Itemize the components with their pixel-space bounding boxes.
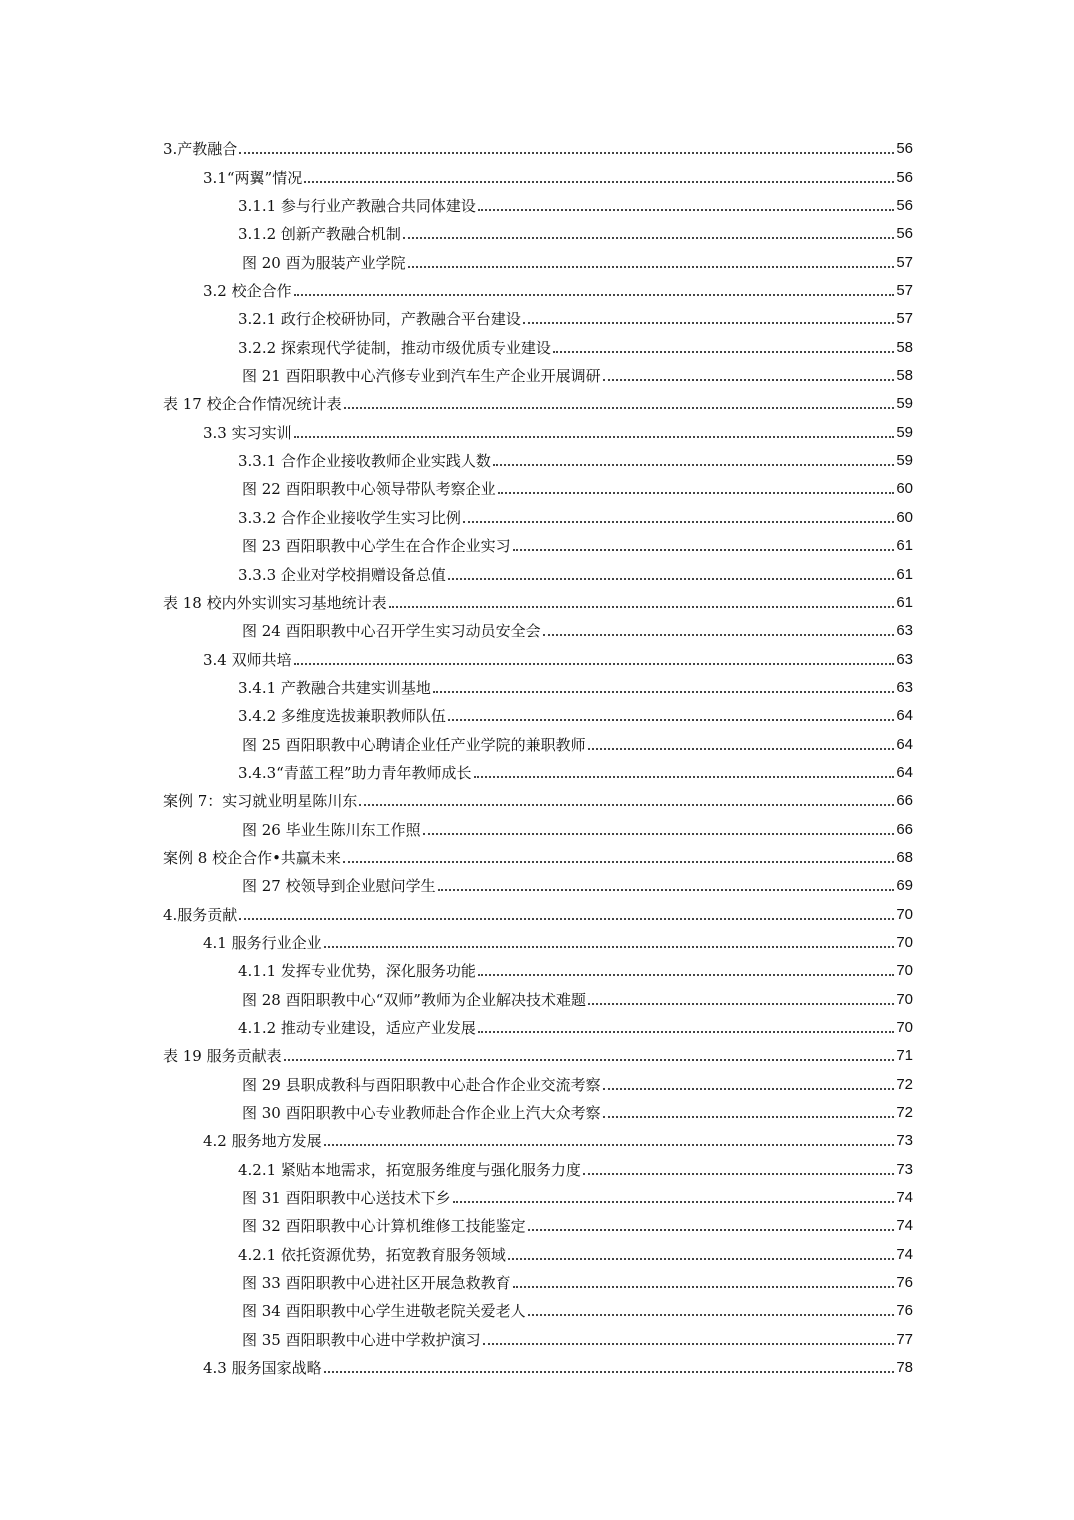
toc-entry[interactable]: [163, 215, 913, 243]
toc-dot-leader: [603, 1088, 895, 1090]
toc-entry-title: 4.服务贡献: [163, 905, 238, 924]
toc-entry[interactable]: [163, 980, 913, 1008]
toc-entry-page: 66: [896, 820, 913, 838]
toc-dot-leader: [474, 776, 895, 778]
toc-entry[interactable]: [163, 697, 913, 725]
toc-entry-page: 63: [896, 678, 913, 696]
toc-entry[interactable]: [163, 1292, 913, 1320]
toc-entry-page: 70: [896, 933, 913, 951]
toc-entry-page: 56: [896, 168, 913, 186]
toc-entry-title: 3.2.1 政行企校研协同，产教融合平台建设: [238, 310, 521, 329]
toc-entry-title: 案例 7：实习就业明星陈川东: [163, 792, 358, 811]
toc-entry-title: 4.1 服务行业企业: [203, 933, 322, 952]
toc-entry[interactable]: [163, 612, 913, 640]
toc-entry[interactable]: [163, 413, 913, 441]
toc-dot-leader: [523, 322, 894, 324]
toc-entry-page: 56: [896, 140, 913, 158]
toc-entry-page: 69: [896, 877, 913, 895]
toc-entry-title: 图 32 酉阳职教中心计算机维修工技能鉴定: [242, 1217, 526, 1236]
toc-dot-leader: [438, 889, 895, 891]
toc-entry-page: 76: [896, 1274, 913, 1292]
toc-entry-page: 77: [896, 1330, 913, 1348]
toc-entry-page: 57: [896, 310, 913, 328]
toc-entry[interactable]: [163, 782, 913, 810]
toc-entry-page: 71: [896, 1047, 913, 1065]
toc-entry-title: 4.2.1 紧贴本地需求，拓宽服务维度与强化服务力度: [238, 1160, 581, 1179]
toc-entry-title: 图 23 酉阳职教中心学生在合作企业实习: [242, 537, 511, 556]
toc-dot-leader: [389, 606, 895, 608]
toc-dot-leader: [294, 663, 895, 665]
toc-entry-title: 4.1.1 发挥专业优势，深化服务功能: [238, 962, 476, 981]
toc-dot-leader: [513, 549, 895, 551]
toc-dot-leader: [513, 1286, 895, 1288]
toc-entry-page: 72: [896, 1075, 913, 1093]
toc-entry[interactable]: [163, 272, 913, 300]
toc-entry-page: 58: [896, 367, 913, 385]
toc-dot-leader: [344, 407, 895, 409]
toc-entry-title: 图 22 酉阳职教中心领导带队考察企业: [242, 480, 496, 499]
toc-dot-leader: [498, 492, 895, 494]
toc-entry[interactable]: [163, 1065, 913, 1093]
toc-entry[interactable]: [163, 1320, 913, 1348]
toc-dot-leader: [359, 804, 894, 806]
toc-entry[interactable]: [163, 725, 913, 753]
toc-entry-title: 3.1.1 参与行业产教融合共同体建设: [238, 197, 476, 216]
toc-dot-leader: [603, 1116, 895, 1118]
toc-entry[interactable]: [163, 810, 913, 838]
toc-entry-page: 56: [896, 197, 913, 215]
toc-entry-title: 表 18 校内外实训实习基地统计表: [163, 593, 387, 612]
toc-entry[interactable]: [163, 1235, 913, 1263]
toc-entry-page: 72: [896, 1104, 913, 1122]
toc-entry-page: 57: [896, 253, 913, 271]
toc-dot-leader: [483, 1343, 895, 1345]
toc-entry-title: 3.3.2 合作企业接收学生实习比例: [238, 508, 461, 527]
toc-entry[interactable]: [163, 584, 913, 612]
toc-entry-title: 案例 8 校企合作•共赢未来: [163, 848, 341, 867]
toc-entry-title: 4.1.2 推动专业建设，适应产业发展: [238, 1019, 476, 1037]
toc-dot-leader: [543, 634, 895, 636]
toc-entry-title: 4.2 服务地方发展: [203, 1132, 322, 1151]
toc-entry-title: 3.2 校企合作: [203, 282, 292, 301]
toc-entry[interactable]: [163, 187, 913, 215]
toc-entry-page: 60: [896, 508, 913, 526]
toc-entry-title: 图 20 酉为服装产业学院: [242, 253, 406, 272]
toc-entry[interactable]: [163, 952, 913, 980]
toc-entry-page: 58: [896, 338, 913, 356]
toc-entry-title: 图 30 酉阳职教中心专业教师赴合作企业上汽大众考察: [242, 1104, 601, 1123]
toc-entry-title: 图 29 县职成教科与酉阳职教中心赴合作企业交流考察: [242, 1075, 601, 1094]
toc-entry-page: 59: [896, 452, 913, 470]
toc-entry-title: 图 21 酉阳职教中心汽修专业到汽车生产企业开展调研: [242, 367, 601, 386]
toc-entry-page: 63: [896, 622, 913, 640]
toc-entry-page: 61: [896, 593, 913, 611]
toc-entry-title: 4.3 服务国家战略: [203, 1359, 322, 1378]
toc-entry-title: 表 19 服务贡献表: [163, 1047, 282, 1066]
toc-entry-page: 61: [896, 565, 913, 583]
toc-entry-title: 3.1.2 创新产教融合机制: [238, 225, 401, 244]
toc-entry-title: 3.2.2 探索现代学徒制，推动市级优质专业建设: [238, 338, 551, 357]
toc-entry[interactable]: [163, 158, 913, 186]
toc-entry-title: 表 17 校企合作情况统计表: [163, 395, 342, 414]
toc-dot-leader: [583, 1173, 894, 1175]
toc-dot-leader: [403, 237, 894, 239]
toc-entry[interactable]: [163, 243, 913, 271]
toc-entry[interactable]: [163, 130, 913, 158]
toc-entry-page: 59: [896, 423, 913, 441]
toc-dot-leader: [239, 152, 894, 154]
toc-entry-title: 3.3 实习实训: [203, 423, 292, 442]
toc-entry-title: 3.3.1 合作企业接收教师企业实践人数: [238, 452, 491, 471]
toc-dot-leader: [493, 464, 894, 466]
toc-dot-leader: [324, 1371, 895, 1373]
toc-dot-leader: [453, 1201, 895, 1203]
toc-dot-leader: [588, 1003, 894, 1005]
toc-dot-leader: [423, 833, 895, 835]
toc-entry-title: 3.4.3“青蓝工程”助力青年教师成长: [238, 763, 472, 782]
toc-entry-title: 3.4.2 多维度选拔兼职教师队伍: [238, 707, 446, 726]
toc-entry-title: 图 31 酉阳职教中心送技术下乡: [242, 1189, 451, 1208]
toc-entry-page: 59: [896, 395, 913, 413]
toc-entry[interactable]: [163, 1264, 913, 1292]
toc-entry[interactable]: [163, 442, 913, 470]
toc-dot-leader: [588, 748, 895, 750]
toc-dot-leader: [448, 578, 894, 580]
toc-entry[interactable]: [163, 895, 913, 923]
toc-dot-leader: [304, 181, 894, 183]
toc-entry[interactable]: [163, 754, 913, 782]
toc-entry[interactable]: [163, 385, 913, 413]
toc-entry-title: 图 28 酉阳职教中心“双师”教师为企业解决技术难题: [242, 990, 586, 1009]
toc-entry-title: 3.4.1 产教融合共建实训基地: [238, 678, 431, 697]
toc-entry-page: 56: [896, 225, 913, 243]
toc-entry[interactable]: [163, 300, 913, 328]
toc-entry[interactable]: [163, 640, 913, 668]
toc-entry-title: 3.1“两翼”情况: [203, 168, 303, 187]
toc-dot-leader: [294, 294, 895, 296]
toc-entry[interactable]: [163, 1122, 913, 1150]
toc-entry-page: 73: [896, 1160, 913, 1178]
toc-entry[interactable]: [163, 1349, 913, 1377]
toc-entry-title: 图 24 酉阳职教中心召开学生实习动员安全会: [242, 622, 541, 641]
toc-entry[interactable]: [163, 669, 913, 697]
toc-entry-page: 70: [896, 962, 913, 980]
toc-entry[interactable]: [163, 1207, 913, 1235]
toc-entry[interactable]: [163, 924, 913, 952]
toc-dot-leader: [294, 436, 895, 438]
toc-entry-page: 70: [896, 905, 913, 923]
toc-entry-title: 3.4 双师共培: [203, 650, 292, 669]
toc-entry-page: 68: [896, 848, 913, 866]
toc-entry[interactable]: [163, 470, 913, 498]
toc-entry-title: 图 27 校领导到企业慰问学生: [242, 877, 436, 896]
toc-entry-title: 图 33 酉阳职教中心进社区开展急救教育: [242, 1274, 511, 1293]
toc-dot-leader: [343, 861, 894, 863]
toc-entry[interactable]: [163, 1037, 913, 1065]
toc-entry-title: 3.产教融合: [163, 140, 238, 159]
toc-entry[interactable]: [163, 357, 913, 385]
toc-entry[interactable]: [163, 1009, 913, 1037]
toc-entry[interactable]: [163, 498, 913, 526]
toc-entry[interactable]: [163, 328, 913, 356]
toc-dot-leader: [528, 1229, 895, 1231]
toc-dot-leader: [508, 1258, 894, 1260]
toc-entry-title: 图 26 毕业生陈川东工作照: [242, 820, 421, 839]
toc-entry-page: 74: [896, 1189, 913, 1207]
toc-dot-leader: [478, 1031, 894, 1033]
toc-entry[interactable]: [163, 839, 913, 867]
toc-entry[interactable]: [163, 527, 913, 555]
toc-dot-leader: [324, 946, 895, 948]
toc-entry-page: 64: [896, 707, 913, 725]
toc-entry-title: 图 35 酉阳职教中心进中学救护演习: [242, 1330, 481, 1349]
toc-entry-page: 74: [896, 1217, 913, 1235]
toc-entry[interactable]: [163, 555, 913, 583]
toc-dot-leader: [478, 974, 894, 976]
toc-dot-leader: [448, 719, 894, 721]
toc-entry-page: 76: [896, 1302, 913, 1320]
toc-dot-leader: [553, 351, 894, 353]
toc-dot-leader: [433, 691, 894, 693]
toc-entry-page: 66: [896, 792, 913, 810]
toc-entry[interactable]: [163, 867, 913, 895]
toc-entry[interactable]: [163, 1094, 913, 1122]
toc-dot-leader: [324, 1144, 895, 1146]
toc-entry-title: 4.2.1 依托资源优势，拓宽教育服务领域: [238, 1245, 506, 1264]
toc-entry[interactable]: [163, 1150, 913, 1178]
toc-dot-leader: [603, 379, 895, 381]
toc-entry-page: 60: [896, 480, 913, 498]
toc-entry-page: 57: [896, 282, 913, 300]
toc-entry-page: 73: [896, 1132, 913, 1150]
toc-dot-leader: [284, 1059, 895, 1061]
toc-entry-page: 70: [896, 1019, 913, 1036]
toc-entry-page: 78: [896, 1359, 913, 1377]
table-of-contents: [163, 130, 913, 1377]
toc-entry-page: 70: [896, 990, 913, 1008]
toc-dot-leader: [239, 918, 894, 920]
toc-entry-title: 3.3.3 企业对学校捐赠设备总值: [238, 565, 446, 584]
toc-entry-page: 64: [896, 735, 913, 753]
toc-dot-leader: [408, 266, 895, 268]
toc-entry[interactable]: [163, 1179, 913, 1207]
toc-entry-title: 图 25 酉阳职教中心聘请企业任产业学院的兼职教师: [242, 735, 586, 754]
toc-dot-leader: [463, 521, 894, 523]
toc-entry-page: 61: [896, 537, 913, 555]
toc-entry-page: 63: [896, 650, 913, 668]
toc-entry-page: 64: [896, 763, 913, 781]
toc-entry-title: 图 34 酉阳职教中心学生进敬老院关爱老人: [242, 1302, 526, 1321]
toc-dot-leader: [478, 209, 894, 211]
toc-entry-page: 74: [896, 1245, 913, 1263]
toc-dot-leader: [528, 1314, 895, 1316]
